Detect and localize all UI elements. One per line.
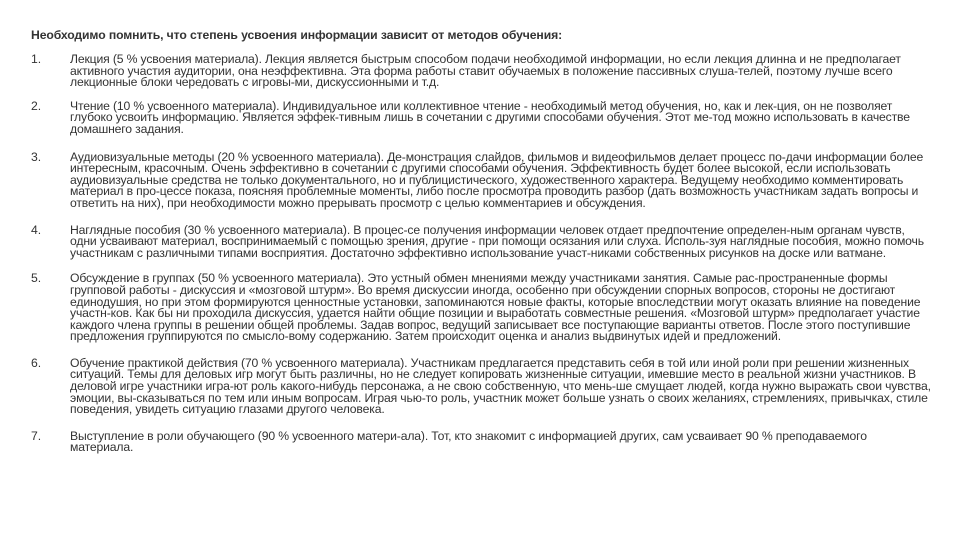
list-item-lecture [31,54,931,89]
item-text: Выступление в роли обучающего (90 % усвоенного матери-ала). Тот, кто знакомит с информацией других, сам усваивает 90 % преподаваемого материала. [70,428,867,455]
item-text: Чтение (10 % усвоенного материала). Индивидуальное или коллективное чтение - необходимый метод обучения, но, как и лек-ция, он не позволяет глубоко усвоить информацию. Является эффек-тивным лишь в сочетании с другими способами обучения. Этот ме-тод можно использовать в качестве домашнего задания. [70,98,910,136]
item-number: 3. [31,149,42,164]
list-item-reading [31,98,931,136]
item-number: 7. [31,428,42,443]
list-item-visual-aids [31,222,931,260]
item-number: 6. [31,355,42,370]
item-text: Наглядные пособия (30 % усвоенного материала). В процес-се получения информации человек отдает предпочтение определен-ным органам чувств, одни усваивают материал, воспринимаемый с помощью зрения, другие - при помощи осязания или слуха. Исполь-зуя наглядные пособия, можно помочь участникам с различными типами восприятия. Достаточно эффективно использование участ-никами собственных рисунков на доске или ватмане. [70,222,924,260]
list-item-audiovisual [31,149,931,210]
item-number: 4. [31,222,42,237]
item-text: Аудиовизуальные методы (20 % усвоенного материала). Де-монстрация слайдов, фильмов и видеофильмов делает процесс по-дачи информации более интересным, красочным. Очень эффективно в сочетании с другими способами обучения. Эффективность будет более высокой, если использовать аудиовизуальные средства не только документального, но и публицистического, художественного характера. Ведущему необходимо комментировать материал в про-цессе показа, поясняя проблемные моменты, либо после просмотра проводить разбор (дать возможность участникам задать вопросы и ответить на них), при необходимости можно прерывать просмотр с целью комментариев и обсуждения. [70,149,924,210]
methods-list [31,54,931,454]
document-heading: Необходимо помнить, что степень усвоения информации зависит от методов обучения: [31,28,563,42]
item-text: Обучение практикой действия (70 % усвоенного материала). Участникам предлагается представить себя в той или иной роли при решении жизненных ситуаций. Темы для деловых игр могут быть различны, но не следует копировать жизненные ситуации, имевшие место в реальной жизни участников. В деловой игре участники игра-ют роль какого-нибудь персонажа, а не свою собственную, что мень-ше смущает людей, когда нужно выражать свои чувства, эмоции, вы-сказываться по тем или иным вопросам. Играя чью-то роль, участник может больше узнать о своих желаниях, стремлениях, привычках, стиле поведения, увидеть ситуацию глазами другого человека. [70,355,931,417]
list-item-practice [31,355,931,417]
item-number: 5. [31,271,42,286]
item-text: Обсуждение в группах (50 % усвоенного материала). Это устный обмен мнениями между участниками занятия. Самые рас-пространенные формы групповой работы - дискуссия и «мозговой штурм». Во время дискуссии иногда, особенно при обсуждении спорных вопросов, стороны не достигают единодушия, но при этом формируются ценностные установки, запоминаются новые факты, которые впоследствии могут оказать влияние на поведение участн-ков. Как бы ни проходила дискуссия, удается найти общие позиции и выработать совместные решения. «Мозговой штурм» предполагает участие каждого члена группы в решении общей проблемы. Задав вопрос, ведущий записывает все поступающие варианты ответов. После этого поступившие предложения группируются по смысло-вому содержанию. Затем происходит оценка и анализ выдвинутых идей и предложений. [70,271,921,344]
list-item-group-discussion [31,273,931,343]
list-item-teaching [31,428,931,455]
item-number: 2. [31,98,42,113]
item-number: 1. [31,52,42,66]
item-text: Лекция (5 % усвоения материала). Лекция является быстрым способом подачи необходимой информации, но если лекция длинна и не предполагает активного участия аудитории, она неэффективна. Эта форма работы ставит обучаемых в положение пассивных слуша-телей, поэтому лучше всего лекционные блоки чередовать с игровы-ми, дискуссионными и т.д. [70,52,901,90]
